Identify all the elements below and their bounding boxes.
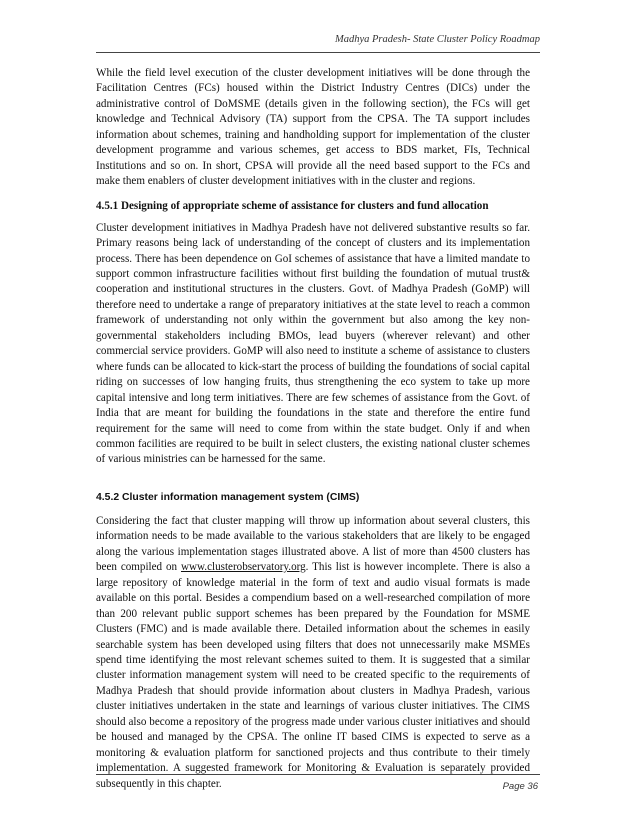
clusterobservatory-link[interactable]: www.clusterobservatory.org bbox=[180, 561, 306, 574]
page-body bbox=[96, 66, 530, 792]
section-4-5-1-paragraph: Cluster development initiatives in Madhya Pradesh have not delivered substantive results so far. Primary reasons being lack of understanding of the concept of clusters and its implementation process. There has been dependence on GoI schemes of assistance that have a limited mandate to support common infrastructure facilities without first building the foundation of mutual trust& cooperation and institutional structures in the clusters. Govt. of Madhya Pradesh (GoMP) will therefore need to undertake a range of preparatory initiatives at the state level to reach a common framework of understanding not only within the government but also among the key non-governmental stakeholders including BMOs, lead buyers (wherever relevant) and other commercial service providers. GoMP will also need to institute a scheme of assistance to clusters where funds can be allocated to kick-start the process of building the foundations of social capital riding on successes of low hanging fruits, thus strengthening the eco system to take up more capital intensive and long term initiatives. There are few schemes of assistance from the Govt. of India that are meant for building the foundations in the state and therefore the entire fund requirement for the same will need to come from within the state budget. Only if and when common facilities are required to be built in select clusters, the existing national cluster schemes of various ministries can be harnessed for the same. bbox=[96, 221, 530, 466]
running-header: Madhya Pradesh- State Cluster Policy Roadmap bbox=[334, 34, 540, 45]
page-number: Page 36 bbox=[502, 781, 538, 792]
cims-text-after-link: . This list is however incomplete. There is also a large repository of knowledge material in the form of text and audio visual formats is made available on this portal. Besides a compendium based on a well-researched compilation of more than 200 relevant public support schemes has been prepared by the Foundation for MSME Clusters (FMC) and is made available there. Detailed information about the schemes in easily searchable system has been developed using filters that does not unnecessarily make MSMEs spend time identifying the most relevant schemes suited to them. It is suggested that a similar cluster information management system will need to be created specific to the requirements of Madhya Pradesh that should provide information about clusters in Madhya Pradesh, various cluster initiatives undertaken in the state and learnings of various cluster initiatives. The CIMS should also become a repository of the progress made under various cluster initiatives and should be housed and managed by the CPSA. The online IT based CIMS is expected to serve as a monitoring & evaluation platform for sanctioned projects and thus contribute to their timely implementation. A suggested framework for Monitoring & Evaluation is separately provided subsequently in this chapter. bbox=[96, 561, 530, 790]
intro-paragraph: While the field level execution of the cluster development initiatives will be done through the Facilitation Centres (FCs) housed within the District Industry Centres (DICs) under the administrative control of DoMSME (details given in the following section), the FCs will get knowledge and Technical Advisory (TA) support from the CPSA. The TA support includes information about schemes, training and handholding support for implementation of the cluster development programme and various schemes, get access to BDS market, FIs, Technical Institutions and so on. In short, CPSA will provide all the need based support to the FCs and make them enablers of cluster development initiatives with in the cluster and regions. bbox=[96, 67, 530, 188]
section-4-5-2-paragraph bbox=[96, 514, 530, 792]
section-4-5-2-heading: 4.5.2 Cluster information management system (CIMS) bbox=[96, 491, 360, 503]
header-rule bbox=[96, 52, 540, 53]
footer-rule bbox=[96, 774, 540, 775]
section-4-5-1-heading: 4.5.1 Designing of appropriate scheme of assistance for clusters and fund allocation bbox=[96, 199, 489, 212]
cims-text-before-link: Considering the fact that cluster mapping will throw up information about several clusters, this information needs to be made available to the various stakeholders that are likely to be engaged along the various implementation stages illustrated above. A list of more than 4500 clusters has been compiled on bbox=[96, 514, 530, 574]
